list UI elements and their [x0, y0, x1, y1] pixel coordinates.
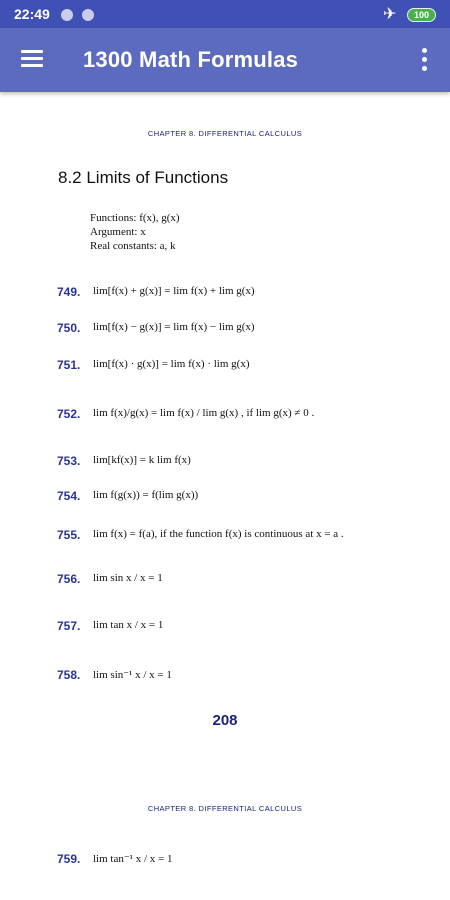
app-title: 1300 Math Formulas [83, 47, 299, 72]
formula-number: 759. [57, 852, 81, 866]
formula-number: 751. [57, 358, 81, 372]
variable-line: Argument: x [90, 226, 146, 238]
variable-line: Functions: f(x), g(x) [90, 212, 180, 224]
formula-number: 754. [57, 489, 81, 503]
formula: lim[f(x) − g(x)] = lim f(x) − lim g(x) [93, 321, 255, 333]
formula: lim[kf(x)] = k lim f(x) [93, 454, 191, 466]
formula-number: 755. [57, 528, 81, 542]
formula: lim sin⁻¹ x / x = 1 [93, 669, 172, 681]
formula: lim[f(x) · g(x)] = lim f(x) · lim g(x) [93, 358, 250, 370]
section-title: 8.2 Limits of Functions [58, 168, 229, 187]
notification-icon [61, 9, 73, 21]
formula: lim tan x / x = 1 [93, 619, 164, 631]
more-vertical-icon[interactable] [416, 48, 432, 72]
menu-icon[interactable] [21, 50, 43, 68]
formula-number: 756. [57, 572, 81, 586]
formula-number: 752. [57, 407, 81, 421]
formula: lim sin x / x = 1 [93, 572, 163, 584]
formula-number: 753. [57, 454, 81, 468]
formula: lim f(x)/g(x) = lim f(x) / lim g(x) , if lim g(x) ≠ 0 . [93, 407, 315, 419]
formula-number: 757. [57, 619, 81, 633]
notification-icon [82, 9, 94, 21]
formula: lim f(x) = f(a), if the function f(x) is continuous at x = a . [93, 528, 344, 540]
status-bar [0, 0, 450, 28]
formula: lim f(g(x)) = f(lim g(x)) [93, 489, 199, 501]
page-number: 208 [212, 712, 238, 729]
formula-number: 750. [57, 321, 81, 335]
chapter-header: CHAPTER 8. DIFFERENTIAL CALCULUS [147, 129, 303, 138]
formula: lim[f(x) + g(x)] = lim f(x) + lim g(x) [93, 285, 255, 297]
document-viewer[interactable] [0, 92, 450, 900]
airplane-icon: ✈ [383, 6, 397, 23]
chapter-header: CHAPTER 8. DIFFERENTIAL CALCULUS [147, 804, 303, 813]
variables-block [90, 211, 180, 253]
formula-number: 749. [57, 285, 81, 299]
status-time: 22:49 [14, 6, 50, 22]
battery-icon: 100 [407, 8, 436, 22]
formula-number: 758. [57, 668, 81, 682]
formula: lim tan⁻¹ x / x = 1 [93, 853, 173, 865]
app-bar [0, 28, 450, 92]
variable-line: Real constants: a, k [90, 240, 176, 252]
